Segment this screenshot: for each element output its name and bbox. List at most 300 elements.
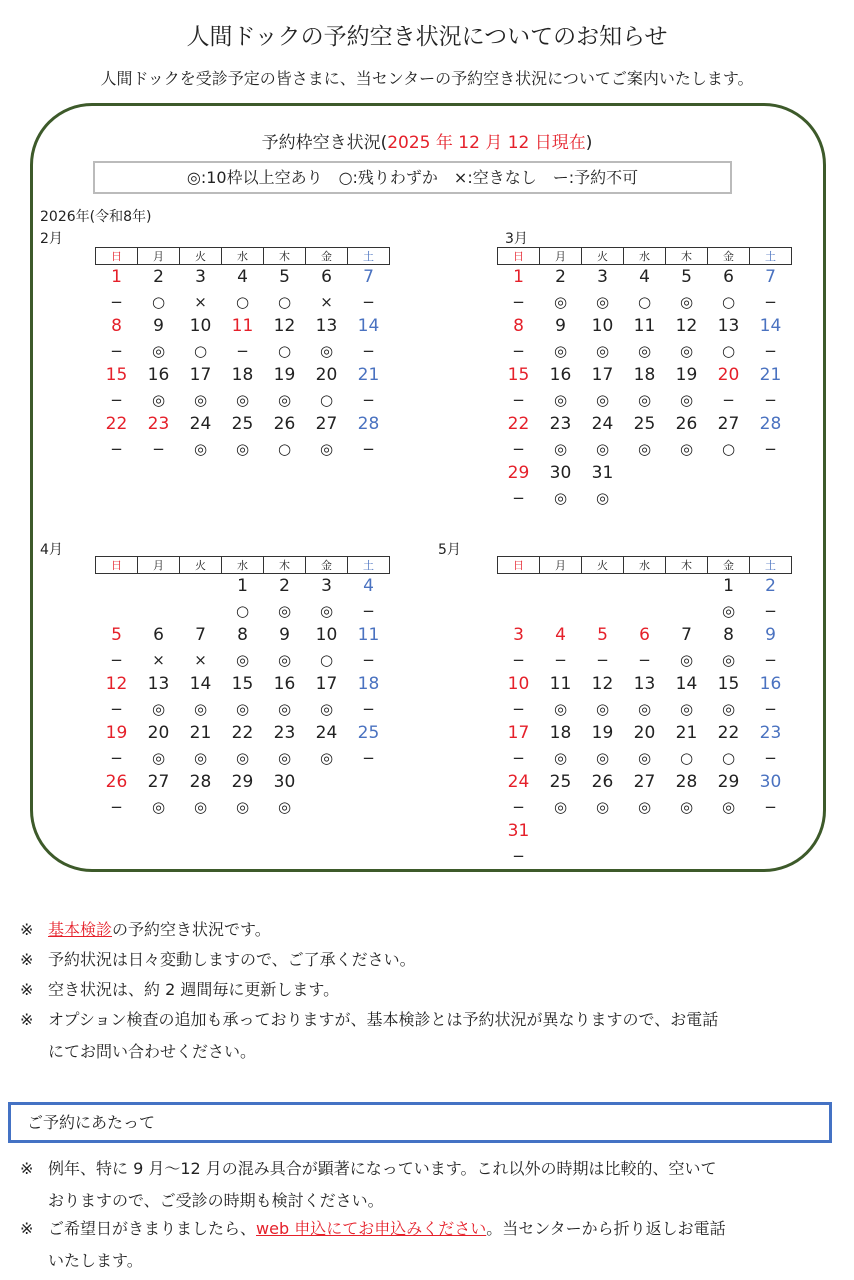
subtitle: 人間ドックを受診予定の皆さまに、当センターの予約空き状況についてご案内いたします。 [100,69,754,88]
month-label: 2月 [40,231,63,247]
weekday-header: 月 [138,248,180,265]
day-number: 14 [675,674,698,695]
note-text: 例年、特に 9 月～12 月の混み具合が顕著になっています。これ以外の時期は比較的、空いて [48,1159,717,1178]
availability-mark: ○ [193,341,208,360]
availability-mark: − [110,390,123,409]
weekday-header: 土 [750,248,792,265]
day-number: 31 [591,463,614,484]
availability-mark: − [764,748,777,767]
availability-mark: − [110,650,123,669]
note [20,1216,726,1271]
day-number: 15 [507,365,530,386]
availability-mark: − [554,650,567,669]
day-number: 19 [105,723,128,744]
month-label: 5月 [438,542,461,558]
weekday-header: 月 [138,557,180,574]
reservation-heading: ご予約にあたって [27,1113,156,1132]
weekday-header: 土 [348,248,390,265]
week-marks-row [96,795,390,820]
week-days-row [96,672,390,697]
day-number: 17 [591,365,614,386]
empty-cell [582,574,624,599]
empty-cell [540,599,582,624]
availability-mark: − [110,341,123,360]
availability-mark: ◎ [595,292,610,311]
day-number: 16 [273,674,296,695]
day-number: 22 [717,723,740,744]
day-number: 4 [363,576,374,597]
weekday-header: 水 [624,248,666,265]
calendar-feb [95,247,390,461]
day-number: 29 [507,463,530,484]
availability-mark: ◎ [151,748,166,767]
availability-mark: ◎ [721,601,736,620]
availability-mark: × [194,292,207,311]
day-number: 5 [111,625,122,646]
empty-cell [708,844,750,869]
availability-mark: ◎ [553,699,568,718]
day-number: 8 [237,625,248,646]
empty-cell [666,486,708,511]
week-days-row [498,461,792,486]
day-number: 7 [363,267,374,288]
empty-cell [666,574,708,599]
availability-mark: − [512,846,525,865]
week-marks-row [96,746,390,771]
availability-mark: − [362,292,375,311]
note-text: ご希望日がきまりましたら、 [48,1219,257,1238]
day-number: 7 [681,625,692,646]
note [20,917,271,940]
availability-mark: − [110,797,123,816]
day-number: 4 [237,267,248,288]
day-number: 3 [195,267,206,288]
note [20,1156,717,1211]
empty-cell [96,574,138,599]
empty-cell [750,486,792,511]
note-mark: ※ [20,1219,34,1238]
availability-mark: ◎ [679,650,694,669]
day-number: 28 [675,772,698,793]
day-number: 23 [147,414,170,435]
availability-mark: ○ [637,292,652,311]
availability-mark: ◎ [595,439,610,458]
availability-mark: − [110,292,123,311]
availability-mark: ◎ [721,650,736,669]
availability-mark: ○ [721,748,736,767]
week-days-row [498,721,792,746]
note [20,977,339,1000]
empty-cell [708,819,750,844]
availability-mark: ◎ [553,748,568,767]
status-date: 2025 年 12 月 12 日現在 [387,133,586,153]
empty-cell [180,574,222,599]
availability-mark: ○ [277,341,292,360]
empty-cell [138,574,180,599]
day-number: 14 [759,316,782,337]
week-days-row [96,721,390,746]
week-marks-row [96,648,390,673]
empty-cell [708,486,750,511]
week-days-row [96,623,390,648]
empty-cell [666,599,708,624]
availability-mark: − [764,292,777,311]
availability-mark: ○ [721,292,736,311]
note [20,1007,718,1062]
week-marks-row [498,388,792,413]
day-number: 28 [357,414,380,435]
availability-mark: ◎ [235,748,250,767]
calendar-may [497,556,792,868]
availability-mark: ◎ [679,341,694,360]
day-number: 9 [153,316,164,337]
day-number: 12 [591,674,614,695]
empty-cell [624,844,666,869]
empty-cell [624,486,666,511]
weekday-header: 日 [498,248,540,265]
availability-mark: ◎ [151,341,166,360]
day-number: 3 [597,267,608,288]
availability-mark: − [110,439,123,458]
calendar-mar [497,247,792,510]
day-number: 30 [549,463,572,484]
availability-mark: ◎ [319,748,334,767]
week-marks-row [498,648,792,673]
weekday-header: 月 [540,248,582,265]
weekday-header: 月 [540,557,582,574]
availability-mark: − [722,390,735,409]
availability-mark: ○ [319,650,334,669]
day-number: 21 [189,723,212,744]
empty-cell [624,461,666,486]
availability-mark: − [512,650,525,669]
week-marks-row [498,339,792,364]
note-mark: ※ [20,1010,34,1029]
empty-cell [666,819,708,844]
empty-cell [306,795,348,820]
legend: ◎:10枠以上空あり ○:残りわずか ×:空きなし ー:予約不可 [93,161,732,194]
basic-checkup-link[interactable]: 基本検診 [48,920,113,939]
day-number: 23 [549,414,572,435]
availability-mark: ◎ [319,341,334,360]
day-number: 2 [555,267,566,288]
page-title: 人間ドックの予約空き状況についてのお知らせ [186,24,668,50]
day-number: 25 [231,414,254,435]
empty-cell [666,461,708,486]
note-text: の予約空き状況です。 [112,920,271,939]
week-marks-row [96,339,390,364]
availability-mark: ◎ [235,650,250,669]
day-number: 6 [723,267,734,288]
empty-cell [624,574,666,599]
note-text: おりますので、ご受診の時期も検討ください。 [48,1191,384,1210]
day-number: 22 [105,414,128,435]
availability-mark: − [236,341,249,360]
day-number: 14 [189,674,212,695]
weekday-header: 金 [708,557,750,574]
availability-mark: ◎ [595,797,610,816]
availability-mark: − [152,439,165,458]
availability-mark: × [152,650,165,669]
day-number: 19 [675,365,698,386]
day-number: 22 [231,723,254,744]
day-number: 16 [549,365,572,386]
availability-mark: − [512,699,525,718]
availability-mark: ◎ [151,699,166,718]
day-number: 15 [717,674,740,695]
availability-mark: ◎ [319,439,334,458]
empty-cell [624,819,666,844]
day-number: 10 [507,674,530,695]
day-number: 10 [591,316,614,337]
weekday-header: 日 [96,248,138,265]
day-number: 5 [597,625,608,646]
day-number: 9 [765,625,776,646]
availability-mark: ◎ [595,390,610,409]
availability-mark: − [764,797,777,816]
availability-mark: ◎ [151,390,166,409]
availability-mark: ◎ [235,439,250,458]
note-text: にてお問い合わせください。 [48,1042,257,1061]
empty-cell [582,844,624,869]
week-marks-row [498,844,792,869]
week-marks-row [96,599,390,624]
week-days-row [498,623,792,648]
availability-mark: ◎ [193,439,208,458]
week-days-row [96,574,390,599]
day-number: 26 [273,414,296,435]
weekday-header: 火 [582,557,624,574]
empty-cell [498,599,540,624]
empty-cell [750,819,792,844]
status-suffix: ) [585,133,593,153]
availability-mark: ◎ [595,748,610,767]
availability-mark: ◎ [595,488,610,507]
day-number: 29 [231,772,254,793]
availability-mark: ○ [721,439,736,458]
day-number: 21 [357,365,380,386]
week-days-row [96,363,390,388]
weekday-header: 火 [180,557,222,574]
day-number: 25 [357,723,380,744]
week-days-row [96,314,390,339]
availability-mark: − [362,390,375,409]
availability-mark: ◎ [637,797,652,816]
weekday-header: 火 [180,248,222,265]
week-marks-row [96,388,390,413]
availability-mark: − [764,601,777,620]
weekday-header: 水 [222,557,264,574]
day-number: 18 [549,723,572,744]
day-number: 8 [723,625,734,646]
day-number: 27 [633,772,656,793]
day-number: 24 [591,414,614,435]
day-number: 13 [717,316,740,337]
availability-mark: × [194,650,207,669]
weekday-header: 金 [306,248,348,265]
day-number: 17 [507,723,530,744]
empty-cell [750,461,792,486]
empty-cell [306,770,348,795]
day-number: 2 [153,267,164,288]
availability-mark: − [362,601,375,620]
empty-cell [348,795,390,820]
day-number: 18 [357,674,380,695]
availability-mark: − [764,439,777,458]
day-number: 13 [633,674,656,695]
empty-cell [498,574,540,599]
week-marks-row [498,795,792,820]
day-number: 20 [717,365,740,386]
availability-mark: ◎ [595,341,610,360]
day-number: 27 [717,414,740,435]
day-number: 3 [321,576,332,597]
day-number: 5 [279,267,290,288]
calendar-apr [95,556,390,819]
day-number: 12 [273,316,296,337]
day-number: 17 [189,365,212,386]
day-number: 1 [513,267,524,288]
week-marks-row [498,290,792,315]
availability-mark: ◎ [553,341,568,360]
week-days-row [498,574,792,599]
availability-mark: ○ [277,292,292,311]
weekday-header: 木 [666,248,708,265]
availability-mark: − [512,439,525,458]
availability-mark: − [638,650,651,669]
availability-mark: ◎ [679,797,694,816]
availability-mark: − [512,748,525,767]
availability-mark: ◎ [553,488,568,507]
day-number: 17 [315,674,338,695]
weekday-header: 日 [498,557,540,574]
availability-mark: − [512,797,525,816]
availability-mark: ◎ [553,797,568,816]
availability-mark: ◎ [277,390,292,409]
day-number: 23 [273,723,296,744]
availability-mark: ◎ [277,601,292,620]
weekday-header: 土 [348,557,390,574]
availability-mark: ◎ [637,748,652,767]
day-number: 12 [675,316,698,337]
week-days-row [498,314,792,339]
week-marks-row [96,437,390,462]
week-marks-row [498,599,792,624]
availability-mark: ◎ [277,650,292,669]
availability-mark: ◎ [553,439,568,458]
week-marks-row [498,486,792,511]
day-number: 3 [513,625,524,646]
day-number: 24 [507,772,530,793]
availability-mark: ◎ [679,699,694,718]
week-marks-row [96,290,390,315]
day-number: 6 [321,267,332,288]
day-number: 29 [717,772,740,793]
availability-mark: − [596,650,609,669]
day-number: 2 [765,576,776,597]
empty-cell [540,574,582,599]
weekday-header: 木 [666,557,708,574]
availability-mark: ○ [151,292,166,311]
day-number: 16 [147,365,170,386]
week-days-row [498,672,792,697]
availability-mark: − [512,390,525,409]
day-number: 28 [759,414,782,435]
day-number: 11 [633,316,656,337]
weekday-header: 水 [222,248,264,265]
day-number: 13 [147,674,170,695]
week-marks-row [498,746,792,771]
empty-cell [138,599,180,624]
day-number: 22 [507,414,530,435]
availability-mark: ○ [721,341,736,360]
empty-cell [540,844,582,869]
availability-mark: ◎ [637,341,652,360]
week-days-row [96,265,390,290]
week-days-row [96,412,390,437]
availability-mark: ○ [277,439,292,458]
day-number: 24 [315,723,338,744]
empty-cell [582,819,624,844]
availability-mark: − [512,341,525,360]
availability-mark: ◎ [721,699,736,718]
availability-mark: ◎ [193,748,208,767]
availability-mark: − [362,650,375,669]
week-days-row [498,265,792,290]
availability-mark: ◎ [277,748,292,767]
availability-mark: − [764,390,777,409]
note-mark: ※ [20,950,34,969]
web-application-link[interactable]: web 申込にてお申込みください [256,1219,487,1238]
day-number: 4 [639,267,650,288]
day-number: 10 [315,625,338,646]
day-number: 27 [147,772,170,793]
year-label: 2026年(令和8年) [40,209,152,225]
empty-cell [540,819,582,844]
day-number: 21 [675,723,698,744]
weekday-header: 木 [264,248,306,265]
day-number: 28 [189,772,212,793]
empty-cell [750,844,792,869]
availability-mark: − [362,341,375,360]
availability-mark: ◎ [679,390,694,409]
note-text: 空き状況は、約 2 週間毎に更新します。 [48,980,340,999]
week-days-row [498,363,792,388]
availability-mark: ○ [235,601,250,620]
availability-mark: − [110,699,123,718]
day-number: 7 [765,267,776,288]
day-number: 25 [633,414,656,435]
empty-cell [348,770,390,795]
availability-mark: ◎ [235,699,250,718]
day-number: 1 [723,576,734,597]
day-number: 4 [555,625,566,646]
availability-mark: − [512,292,525,311]
day-number: 6 [639,625,650,646]
availability-mark: − [764,699,777,718]
availability-mark: − [764,341,777,360]
day-number: 1 [111,267,122,288]
week-marks-row [96,697,390,722]
empty-cell [666,844,708,869]
availability-mark: − [362,699,375,718]
day-number: 8 [513,316,524,337]
day-number: 10 [189,316,212,337]
day-number: 15 [105,365,128,386]
weekday-header: 火 [582,248,624,265]
day-number: 6 [153,625,164,646]
availability-mark: ◎ [721,797,736,816]
